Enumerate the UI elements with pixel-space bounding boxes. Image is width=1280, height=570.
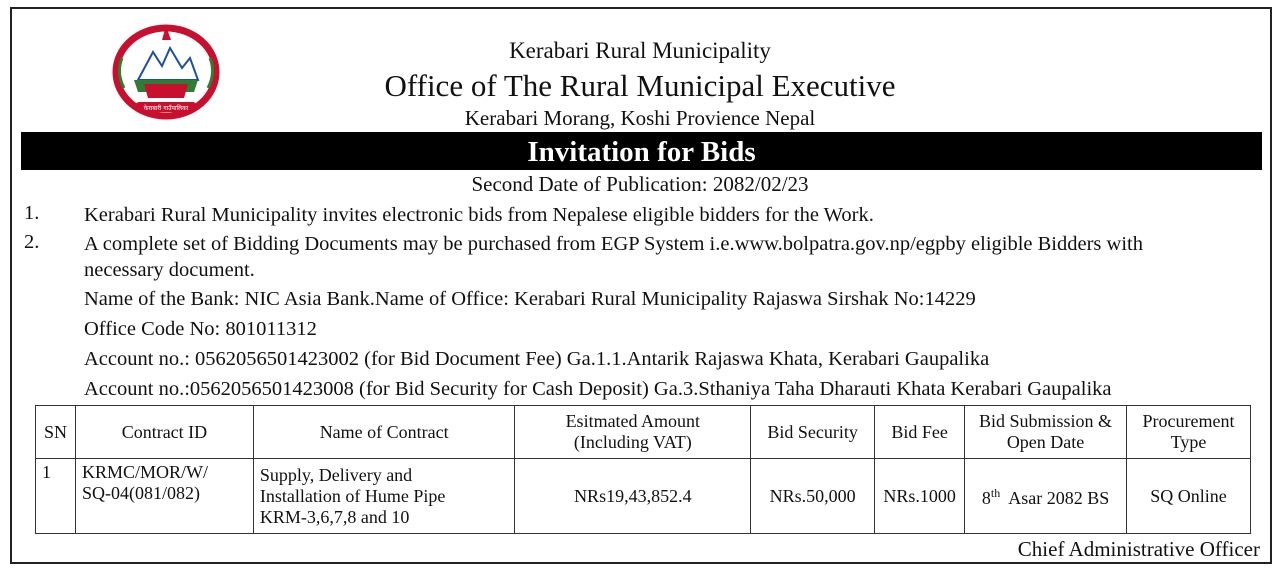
cell-estimated-amount: NRs19,43,852.4 bbox=[515, 459, 751, 534]
office-code-line: Office Code No: 801011312 bbox=[84, 318, 317, 340]
account-fee-line: Account no.: 0562056501423002 (for Bid Document Fee) Ga.1.1.Antarik Rajaswa Khata, Kerabari Gaupalika bbox=[84, 348, 990, 370]
emblem-caption: केराबारी गाउँपालिका bbox=[143, 105, 189, 112]
item-number: 2. bbox=[24, 231, 40, 253]
office-name: Office of The Rural Municipal Executive bbox=[384, 68, 896, 103]
cell-contract-id: KRMC/MOR/W/ SQ-04(081/082) bbox=[75, 459, 253, 534]
header-bid-fee: Bid Fee bbox=[875, 406, 965, 459]
account-security-line: Account no.:0562056501423008 (for Bid Security for Cash Deposit) Ga.3.Sthaniya Taha Dharauti Khata Kerabari Gaupalika bbox=[84, 378, 1112, 400]
publication-date: Second Date of Publication: 2082/02/23 bbox=[471, 172, 809, 196]
table-header-row bbox=[36, 406, 1251, 459]
cell-bid-security: NRs.50,000 bbox=[751, 459, 875, 534]
office-address: Kerabari Morang, Koshi Provience Nepal bbox=[464, 106, 816, 130]
item-text: Kerabari Rural Municipality invites electronic bids from Nepalese eligible bidders for the Work. bbox=[84, 204, 874, 226]
bank-info-line: Name of the Bank: NIC Asia Bank.Name of Office: Kerabari Rural Municipality Rajaswa Sirshak No:14229 bbox=[84, 288, 976, 310]
item-text: necessary document. bbox=[84, 259, 255, 281]
cell-bid-fee: NRs.1000 bbox=[875, 459, 965, 534]
header-contract-name: Name of Contract bbox=[253, 406, 515, 459]
cell-procurement-type: SQ Online bbox=[1127, 459, 1251, 534]
bids-table bbox=[35, 405, 1251, 534]
header-bid-security: Bid Security bbox=[751, 406, 875, 459]
cell-sn: 1 bbox=[36, 459, 76, 534]
table-row bbox=[36, 459, 1251, 534]
notice-title-banner: Invitation for Bids bbox=[21, 132, 1262, 170]
header-sn: SN bbox=[36, 406, 76, 459]
header-submission-date: Bid Submission & Open Date bbox=[965, 406, 1127, 459]
item-number: 1. bbox=[24, 202, 40, 224]
municipality-name: Kerabari Rural Municipality bbox=[509, 38, 771, 63]
header-contract-id: Contract ID bbox=[75, 406, 253, 459]
cell-contract-name: Supply, Delivery and Installation of Hume Pipe KRM-3,6,7,8 and 10 bbox=[253, 459, 515, 534]
signature-title: Chief Administrative Officer bbox=[1017, 537, 1260, 561]
cell-submission-date: 8th Asar 2082 BS bbox=[965, 459, 1127, 534]
header-procurement-type: Procurement Type bbox=[1127, 406, 1251, 459]
item-text: A complete set of Bidding Documents may be purchased from EGP System i.e.www.bolpatra.gov.np/egpby eligible Bidders with bbox=[84, 233, 1143, 255]
header-estimated-amount: Esitmated Amount (Including VAT) bbox=[515, 406, 751, 459]
